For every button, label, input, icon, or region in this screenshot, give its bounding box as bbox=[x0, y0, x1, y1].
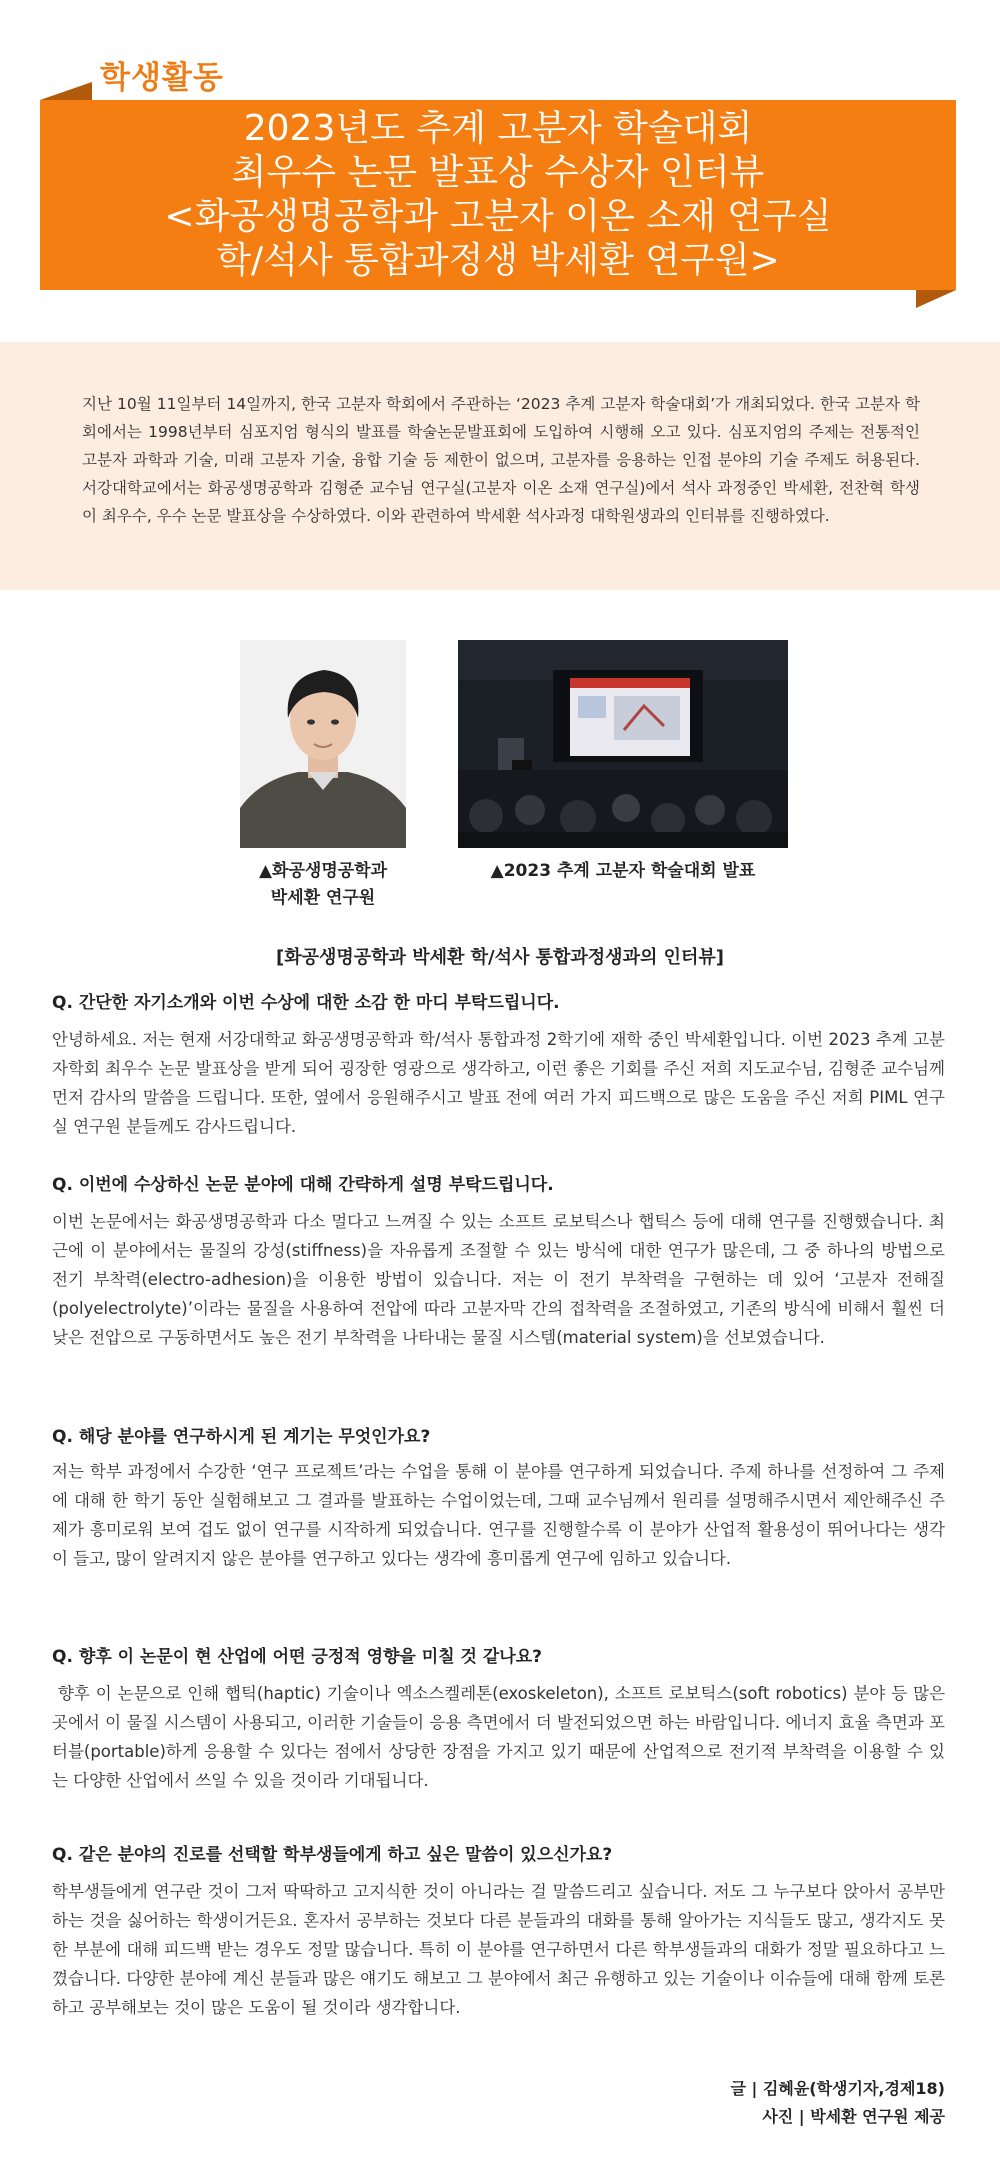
presentation-caption: ▲2023 추계 고분자 학술대회 발표 bbox=[490, 861, 756, 881]
portrait-photo bbox=[240, 640, 406, 848]
question-2: Q. 이번에 수상하신 논문 분야에 대해 간략하게 설명 부탁드립니다. bbox=[52, 1175, 554, 1195]
banner-title-line4: 학/석사 통합과정생 박세환 연구원> bbox=[216, 240, 780, 281]
question-5: Q. 같은 분야의 진로를 선택할 학부생들에게 하고 싶은 말씀이 있으신가요? bbox=[52, 1845, 613, 1865]
banner-fold-left bbox=[40, 82, 92, 100]
section-label: 학생활동 bbox=[100, 60, 224, 96]
answer-4: 향후 이 논문으로 인해 햅틱(haptic) 기술이나 엑소스켈레톤(exoskeleton), 소프트 로보틱스(soft robotics) 분야 등 많은 곳에서 이 물질 시스템이 사용되고, 이러한 기술들이 응용 측면에서 더 발전되었으면 하는 바람입니다. 에너지 효율 측면과 포터블(portable)하게 응용할 수 있다는 점에서 상당한 장점을 가지고 있기 때문에 산업적으로 전기적 부착력을 이용할 수 있는 다양한 산업에서 쓰일 수 있을 것이라 기대됩니다. bbox=[52, 1684, 951, 1790]
banner-title-line1: 2023년도 추계 고분자 학술대회 bbox=[243, 108, 753, 149]
writer-credit: 글 | 김혜윤(학생기자,경제18) bbox=[730, 2079, 945, 2098]
answer-3: 저는 학부 과정에서 수강한 ‘연구 프로젝트’라는 수업을 통해 이 분야를 연구하게 되었습니다. 주제 하나를 선정하여 그 주제에 대해 한 학기 동안 실험해보고 그 결과를 발표하는 수업이었는데, 그때 교수님께서 원리를 설명해주시면서 제안해주신 주제가 흥미로워 보여 겁도 없이 연구를 시작하게 되었습니다. 연구를 진행할수록 이 분야가 산업적 활용성이 뛰어나다는 생각이 들고, 많이 알려지지 않은 분야를 연구하고 있다는 생각에 흥미롭게 연구에 임하고 있습니다. bbox=[52, 1462, 945, 1568]
interview-title: [화공생명공학과 박세환 학/석사 통합과정생과의 인터뷰] bbox=[275, 947, 724, 968]
question-1: Q. 간단한 자기소개와 이번 수상에 대한 소감 한 마디 부탁드립니다. bbox=[52, 993, 560, 1013]
title-banner bbox=[40, 100, 956, 290]
answer-2: 이번 논문에서는 화공생명공학과 다소 멀다고 느껴질 수 있는 소프트 로보틱스나 햅틱스 등에 대해 연구를 진행했습니다. 최근에 이 분야에서는 물질의 강성(stiffness)을 자유롭게 조절할 수 있는 방식에 대한 연구가 많은데, 그 중 하나의 방법으로 전기 부착력(electro-adhesion)을 이용한 방법이 있습니다. 저는 이 전기 부착력을 구현하는 데 있어 ‘고분자 전해질(polyelectrolyte)’이라는 물질을 사용하여 전압에 따라 고분자막 간의 접착력을 조절하였고, 기존의 방식에 비해서 훨씬 더 낮은 전압으로 구동하면서도 높은 전기 부착력을 나타내는 물질 시스템(material system)을 선보였습니다. bbox=[52, 1212, 945, 1347]
answer-1: 안녕하세요. 저는 현재 서강대학교 화공생명공학과 학/석사 통합과정 2학기에 재학 중인 박세환입니다. 이번 2023 추계 고분자학회 최우수 논문 발표상을 받게 되어 굉장한 영광으로 생각하고, 이런 좋은 기회를 주신 저희 지도교수님, 김형준 교수님께 먼저 감사의 말씀을 드립니다. 또한, 옆에서 응원해주시고 발표 전에 여러 가지 피드백으로 많은 도움을 주신 저희 PIML 연구실 연구원 분들께도 감사드립니다. bbox=[52, 1030, 945, 1136]
question-4: Q. 향후 이 논문이 현 산업에 어떤 긍정적 영향을 미칠 것 같나요? bbox=[52, 1647, 543, 1667]
intro-text: 지난 10월 11일부터 14일까지, 한국 고분자 학회에서 주관하는 ‘2023 추계 고분자 학술대회’가 개최되었다. 한국 고분자 학회에서는 1998년부터 심포지엄 형식의 발표를 학술논문발표회에 도입하여 시행해 오고 있다. 심포지엄의 주제는 전통적인 고분자 과학과 기술, 미래 고분자 기술, 융합 기술 등 제한이 없으며, 고분자를 응용하는 인접 분야의 기술 주제도 허용된다. 서강대학교에서는 화공생명공학과 김형준 교수님 연구실(고분자 이온 소재 연구실)에서 석사 과정중인 박세환, 전찬혁 학생이 최우수, 우수 논문 발표상을 수상하였다. 이와 관련하여 박세환 석사과정 대학원생과의 인터뷰를 진행하였다. bbox=[82, 395, 920, 525]
portrait-caption-line2: 박세환 연구원 bbox=[270, 888, 376, 908]
banner-fold-right bbox=[916, 290, 956, 308]
answer-5: 학부생들에게 연구란 것이 그저 딱딱하고 고지식한 것이 아니라는 걸 말씀드리고 싶습니다. 저도 그 누구보다 앉아서 공부만 하는 것을 싫어하는 학생이거든요. 혼자서 공부하는 것보다 다른 분들과의 대화를 통해 알아가는 지식들도 많고, 생각지도 못한 부분에 대해 피드백 받는 경우도 정말 많습니다. 특히 이 분야를 연구하면서 다른 학부생들과의 대화가 정말 필요하다고 느꼈습니다. 다양한 분야에 계신 분들과 많은 얘기도 해보고 그 분야에서 최근 유행하고 있는 기술이나 이슈들에 대해 함께 토론하고 공부해보는 것이 많은 도움이 될 것이라 생각합니다. bbox=[52, 1882, 945, 2017]
banner-title-line2: 최우수 논문 발표상 수상자 인터뷰 bbox=[231, 152, 765, 193]
portrait-caption-line1: ▲화공생명공학과 bbox=[258, 861, 388, 881]
question-3: Q. 해당 분야를 연구하시게 된 계기는 무엇인가요? bbox=[52, 1427, 431, 1447]
portrait-caption bbox=[220, 858, 426, 912]
banner-title-line3: <화공생명공학과 고분자 이온 소재 연구실 bbox=[164, 196, 832, 237]
presentation-photo bbox=[458, 640, 788, 848]
photo-credit: 사진 | 박세환 연구원 제공 bbox=[762, 2107, 945, 2126]
